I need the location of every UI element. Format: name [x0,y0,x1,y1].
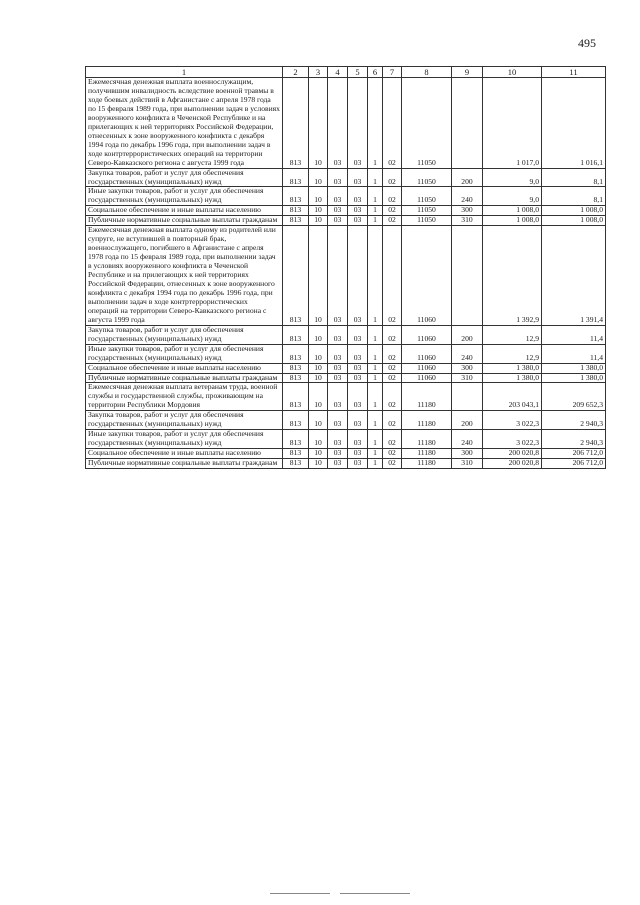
table-body [86,78,606,469]
row-value-cell: 203 043,1 [483,383,542,411]
row-name-cell: Иные закупки товаров, работ и услуг для обеспечения государственных (муниципальных) нужд [86,344,283,363]
row-value-cell: 11060 [402,226,452,325]
row-value-cell: 03 [328,373,348,383]
row-value-cell: 02 [383,459,402,469]
row-value-cell: 1 [368,325,383,344]
row-value-cell: 1 008,0 [542,206,606,216]
header-cell: 11 [542,67,606,78]
row-value-cell: 1 [368,168,383,187]
row-value-cell: 10 [309,78,328,169]
row-value-cell: 11180 [402,430,452,449]
row-value-cell: 03 [348,206,368,216]
row-value-cell: 03 [348,168,368,187]
footer-rule-left [270,893,330,894]
row-name-cell: Иные закупки товаров, работ и услуг для обеспечения государственных (муниципальных) нужд [86,187,283,206]
row-value-cell: 10 [309,325,328,344]
table-row [86,187,606,206]
row-value-cell: 03 [328,226,348,325]
header-cell: 5 [348,67,368,78]
row-value-cell: 11050 [402,206,452,216]
row-value-cell: 02 [383,325,402,344]
table-row [86,373,606,383]
row-value-cell: 1 [368,363,383,373]
row-value-cell: 813 [283,78,309,169]
row-value-cell: 11050 [402,78,452,169]
row-value-cell: 310 [452,459,483,469]
row-value-cell: 1 380,0 [483,373,542,383]
header-cell: 8 [402,67,452,78]
header-cell: 10 [483,67,542,78]
row-name-cell: Ежемесячная денежная выплата ветеранам труда, военной службы и государственной службы, проживающим на территории Республики Мордовия [86,383,283,411]
row-value-cell: 11180 [402,411,452,430]
row-value-cell: 03 [348,411,368,430]
row-value-cell: 03 [328,325,348,344]
row-value-cell: 1 016,1 [542,78,606,169]
row-value-cell: 10 [309,344,328,363]
row-value-cell: 813 [283,459,309,469]
row-value-cell: 200 020,8 [483,459,542,469]
row-name-cell: Ежемесячная денежная выплата военнослужащим, получившим инвалидность вследствие военной травмы в ходе боевых действий в Афганистане с апреля 1978 года по 15 февраля 1989 года, при выполнении задач в условиях вооруженного конфликта в Чеченской Республике и на прилегающих к ней территориях Российской Федерации, отнесенных к зоне вооруженного конфликта с декабря 1994 года по декабрь 1996 года, при выполнении задач в ходе контртеррористических операций на территории Северо-Кавказского региона с августа 1999 года [86,78,283,169]
table-row [86,168,606,187]
row-value-cell: 9,0 [483,168,542,187]
row-value-cell: 1 391,4 [542,226,606,325]
row-value-cell: 813 [283,383,309,411]
row-value-cell: 10 [309,430,328,449]
row-value-cell: 03 [328,411,348,430]
row-value-cell: 03 [328,344,348,363]
row-value-cell: 2 940,3 [542,430,606,449]
row-value-cell: 12,9 [483,325,542,344]
row-value-cell: 03 [348,216,368,226]
row-value-cell: 1 392,9 [483,226,542,325]
table-row [86,383,606,411]
row-value-cell: 1 008,0 [483,206,542,216]
row-value-cell: 813 [283,411,309,430]
row-value-cell: 11180 [402,459,452,469]
row-value-cell: 200 [452,325,483,344]
row-value-cell [452,78,483,169]
row-value-cell: 9,0 [483,187,542,206]
row-value-cell: 03 [348,325,368,344]
row-value-cell: 1 008,0 [483,216,542,226]
row-value-cell: 813 [283,216,309,226]
table-row [86,449,606,459]
row-value-cell [452,383,483,411]
row-value-cell: 02 [383,216,402,226]
budget-table [85,66,606,469]
row-value-cell: 11050 [402,216,452,226]
row-value-cell: 10 [309,449,328,459]
row-value-cell: 1 [368,78,383,169]
row-value-cell: 240 [452,187,483,206]
row-name-cell: Социальное обеспечение и иные выплаты населению [86,449,283,459]
row-value-cell: 813 [283,325,309,344]
row-value-cell: 10 [309,383,328,411]
table-row [86,216,606,226]
row-value-cell: 300 [452,206,483,216]
header-cell: 7 [383,67,402,78]
row-value-cell: 1 008,0 [542,216,606,226]
table-row [86,344,606,363]
row-value-cell: 3 022,3 [483,430,542,449]
header-cell: 1 [86,67,283,78]
row-value-cell: 03 [348,373,368,383]
row-value-cell: 1 017,0 [483,78,542,169]
row-value-cell: 12,9 [483,344,542,363]
row-value-cell: 813 [283,363,309,373]
footer-rule-right [340,893,410,894]
row-value-cell: 03 [328,430,348,449]
row-value-cell: 206 712,0 [542,459,606,469]
header-row [86,67,606,78]
row-value-cell: 03 [348,78,368,169]
row-value-cell: 1 [368,430,383,449]
row-value-cell: 813 [283,373,309,383]
row-value-cell: 03 [348,449,368,459]
row-value-cell: 11,4 [542,344,606,363]
row-value-cell: 03 [328,459,348,469]
row-value-cell: 3 022,3 [483,411,542,430]
row-value-cell: 03 [348,363,368,373]
row-value-cell: 10 [309,226,328,325]
row-value-cell: 813 [283,206,309,216]
row-value-cell: 209 652,3 [542,383,606,411]
row-value-cell: 200 [452,411,483,430]
row-value-cell: 11060 [402,325,452,344]
row-value-cell: 11180 [402,449,452,459]
header-cell: 4 [328,67,348,78]
row-value-cell: 11050 [402,187,452,206]
table-row [86,430,606,449]
row-value-cell: 813 [283,187,309,206]
row-value-cell: 03 [328,206,348,216]
row-value-cell: 03 [348,430,368,449]
row-value-cell: 10 [309,187,328,206]
row-value-cell: 1 [368,226,383,325]
row-value-cell: 02 [383,187,402,206]
row-value-cell: 10 [309,216,328,226]
row-value-cell: 206 712,0 [542,449,606,459]
row-value-cell: 11060 [402,344,452,363]
row-value-cell: 03 [328,78,348,169]
row-value-cell: 1 [368,344,383,363]
row-value-cell: 02 [383,430,402,449]
row-value-cell: 02 [383,206,402,216]
row-value-cell: 240 [452,430,483,449]
row-value-cell: 02 [383,449,402,459]
row-value-cell: 1 380,0 [542,373,606,383]
row-value-cell: 03 [348,459,368,469]
row-value-cell: 200 [452,168,483,187]
row-value-cell: 03 [328,449,348,459]
row-value-cell: 03 [328,216,348,226]
row-value-cell: 813 [283,430,309,449]
row-value-cell: 11180 [402,383,452,411]
row-value-cell: 1 [368,187,383,206]
row-value-cell: 03 [328,187,348,206]
table-row [86,411,606,430]
row-name-cell: Иные закупки товаров, работ и услуг для обеспечения государственных (муниципальных) нужд [86,430,283,449]
row-value-cell: 11050 [402,168,452,187]
row-value-cell: 813 [283,449,309,459]
row-value-cell: 02 [383,383,402,411]
row-value-cell: 11060 [402,373,452,383]
row-value-cell: 1 [368,383,383,411]
row-value-cell: 8,1 [542,187,606,206]
row-value-cell: 8,1 [542,168,606,187]
row-value-cell: 1 [368,373,383,383]
table-row [86,459,606,469]
row-value-cell: 1 [368,216,383,226]
row-value-cell: 240 [452,344,483,363]
row-value-cell: 03 [348,383,368,411]
table-row [86,363,606,373]
row-value-cell: 10 [309,411,328,430]
row-value-cell: 10 [309,206,328,216]
row-value-cell: 813 [283,226,309,325]
table-row [86,226,606,325]
row-value-cell: 03 [328,363,348,373]
row-value-cell: 310 [452,216,483,226]
header-cell: 3 [309,67,328,78]
row-value-cell: 1 [368,459,383,469]
row-value-cell: 10 [309,373,328,383]
header-cell: 2 [283,67,309,78]
row-value-cell: 02 [383,168,402,187]
header-cell: 6 [368,67,383,78]
table-row [86,78,606,169]
table-row [86,325,606,344]
row-value-cell: 1 380,0 [542,363,606,373]
row-value-cell: 813 [283,344,309,363]
row-value-cell: 03 [328,383,348,411]
row-name-cell: Закупка товаров, работ и услуг для обеспечения государственных (муниципальных) нужд [86,411,283,430]
row-value-cell: 02 [383,344,402,363]
row-value-cell: 02 [383,363,402,373]
row-value-cell: 02 [383,78,402,169]
row-value-cell: 11,4 [542,325,606,344]
page-number: 495 [578,36,596,50]
row-value-cell: 03 [348,226,368,325]
row-name-cell: Публичные нормативные социальные выплаты гражданам [86,373,283,383]
header-cell: 9 [452,67,483,78]
row-value-cell: 2 940,3 [542,411,606,430]
row-value-cell: 1 [368,206,383,216]
row-value-cell: 10 [309,459,328,469]
row-value-cell: 200 020,8 [483,449,542,459]
row-value-cell [452,226,483,325]
row-name-cell: Закупка товаров, работ и услуг для обеспечения государственных (муниципальных) нужд [86,168,283,187]
row-value-cell: 03 [328,168,348,187]
table-row [86,206,606,216]
row-value-cell: 300 [452,449,483,459]
row-value-cell: 310 [452,373,483,383]
row-value-cell: 03 [348,344,368,363]
row-name-cell: Публичные нормативные социальные выплаты гражданам [86,459,283,469]
row-value-cell: 03 [348,187,368,206]
row-name-cell: Ежемесячная денежная выплата одному из родителей или супруге, не вступившей в повторный брак, военнослужащего, погибшего в Афганистане с апреля 1978 года по 15 февраля 1989 года, при выполнении задач в условиях вооруженного конфликта в Чеченской Республике и на прилегающих к ней территориях Российской Федерации, отнесенных к зоне вооруженного конфликта с декабря 1994 года по декабрь 1996 года, при выполнении задач в ходе контртеррористических операций на территории Северо-Кавказского региона с августа 1999 года [86,226,283,325]
row-name-cell: Публичные нормативные социальные выплаты гражданам [86,216,283,226]
row-name-cell: Социальное обеспечение и иные выплаты населению [86,363,283,373]
row-value-cell: 813 [283,168,309,187]
row-name-cell: Закупка товаров, работ и услуг для обеспечения государственных (муниципальных) нужд [86,325,283,344]
row-value-cell: 02 [383,373,402,383]
row-value-cell: 10 [309,168,328,187]
row-value-cell: 02 [383,411,402,430]
row-value-cell: 11060 [402,363,452,373]
row-value-cell: 1 [368,449,383,459]
row-value-cell: 02 [383,226,402,325]
row-name-cell: Социальное обеспечение и иные выплаты населению [86,206,283,216]
row-value-cell: 1 [368,411,383,430]
row-value-cell: 300 [452,363,483,373]
row-value-cell: 1 380,0 [483,363,542,373]
row-value-cell: 10 [309,363,328,373]
